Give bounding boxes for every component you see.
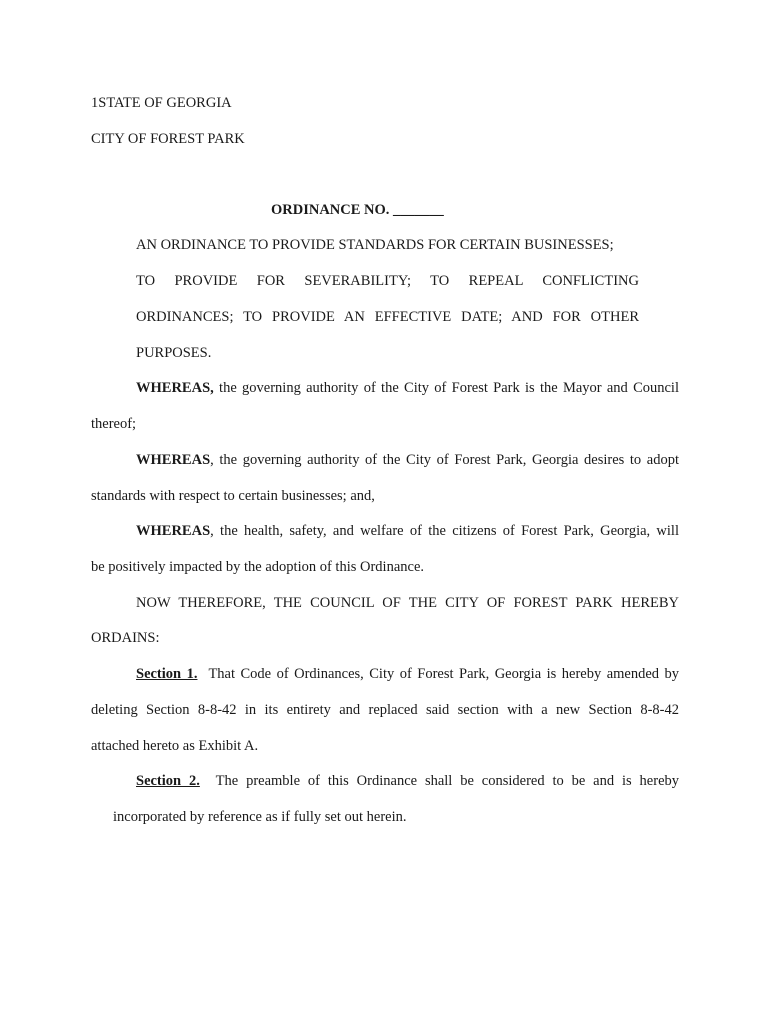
section-1-line-1 xyxy=(136,667,679,682)
whereas-1-line-1 xyxy=(136,381,679,396)
now-therefore-line-2: ORDAINS: xyxy=(91,630,160,646)
whereas-3-text: , the health, safety, and welfare of the citizens of Forest Park, Georgia, will xyxy=(210,523,679,539)
ordinance-title: ORDINANCE NO. _______ xyxy=(271,202,444,218)
section-2-text: The preamble of this Ordinance shall be considered to be and is hereby xyxy=(215,773,680,789)
whereas-1-text: the governing authority of the City of Forest Park is the Mayor and Council xyxy=(213,380,679,396)
caption-line-4: PURPOSES. xyxy=(136,345,212,361)
whereas-2-line-2: standards with respect to certain businesses; and, xyxy=(91,488,375,504)
caption-line-2: TO PROVIDE FOR SEVERABILITY; TO REPEAL CONFLICTING xyxy=(136,273,639,289)
whereas-2-text: , the governing authority of the City of Forest Park, Georgia desires to adopt xyxy=(210,452,679,468)
whereas-2-line-1 xyxy=(136,453,679,468)
whereas-3-line-1 xyxy=(136,524,679,539)
whereas-1-label: WHEREAS, xyxy=(136,380,214,396)
section-2-label: Section 2. xyxy=(136,773,200,789)
section-1-label: Section 1. xyxy=(136,666,198,682)
state-heading: 1STATE OF GEORGIA xyxy=(91,95,232,111)
section-1-line-2: deleting Section 8-8-42 in its entirety and replaced said section with a new Section 8-8-42 xyxy=(91,702,679,718)
now-therefore-line-1: NOW THEREFORE, THE COUNCIL OF THE CITY OF FOREST PARK HEREBY xyxy=(136,595,679,611)
whereas-3-line-2: be positively impacted by the adoption of this Ordinance. xyxy=(91,559,425,575)
whereas-1-line-2: thereof; xyxy=(91,416,137,432)
section-1-line-3: attached hereto as Exhibit A. xyxy=(91,738,259,754)
whereas-2-label: WHEREAS xyxy=(136,452,211,468)
caption-line-3: ORDINANCES; TO PROVIDE AN EFFECTIVE DATE; AND FOR OTHER xyxy=(136,309,639,325)
section-2-line-1 xyxy=(136,774,679,789)
section-2-line-2: incorporated by reference as if fully set out herein. xyxy=(113,809,407,825)
city-heading: CITY OF FOREST PARK xyxy=(91,131,245,147)
section-1-text: That Code of Ordinances, City of Forest Park, Georgia is hereby amended by xyxy=(208,666,680,682)
whereas-3-label: WHEREAS xyxy=(136,523,211,539)
caption-line-1: AN ORDINANCE TO PROVIDE STANDARDS FOR CERTAIN BUSINESSES; xyxy=(136,237,614,253)
